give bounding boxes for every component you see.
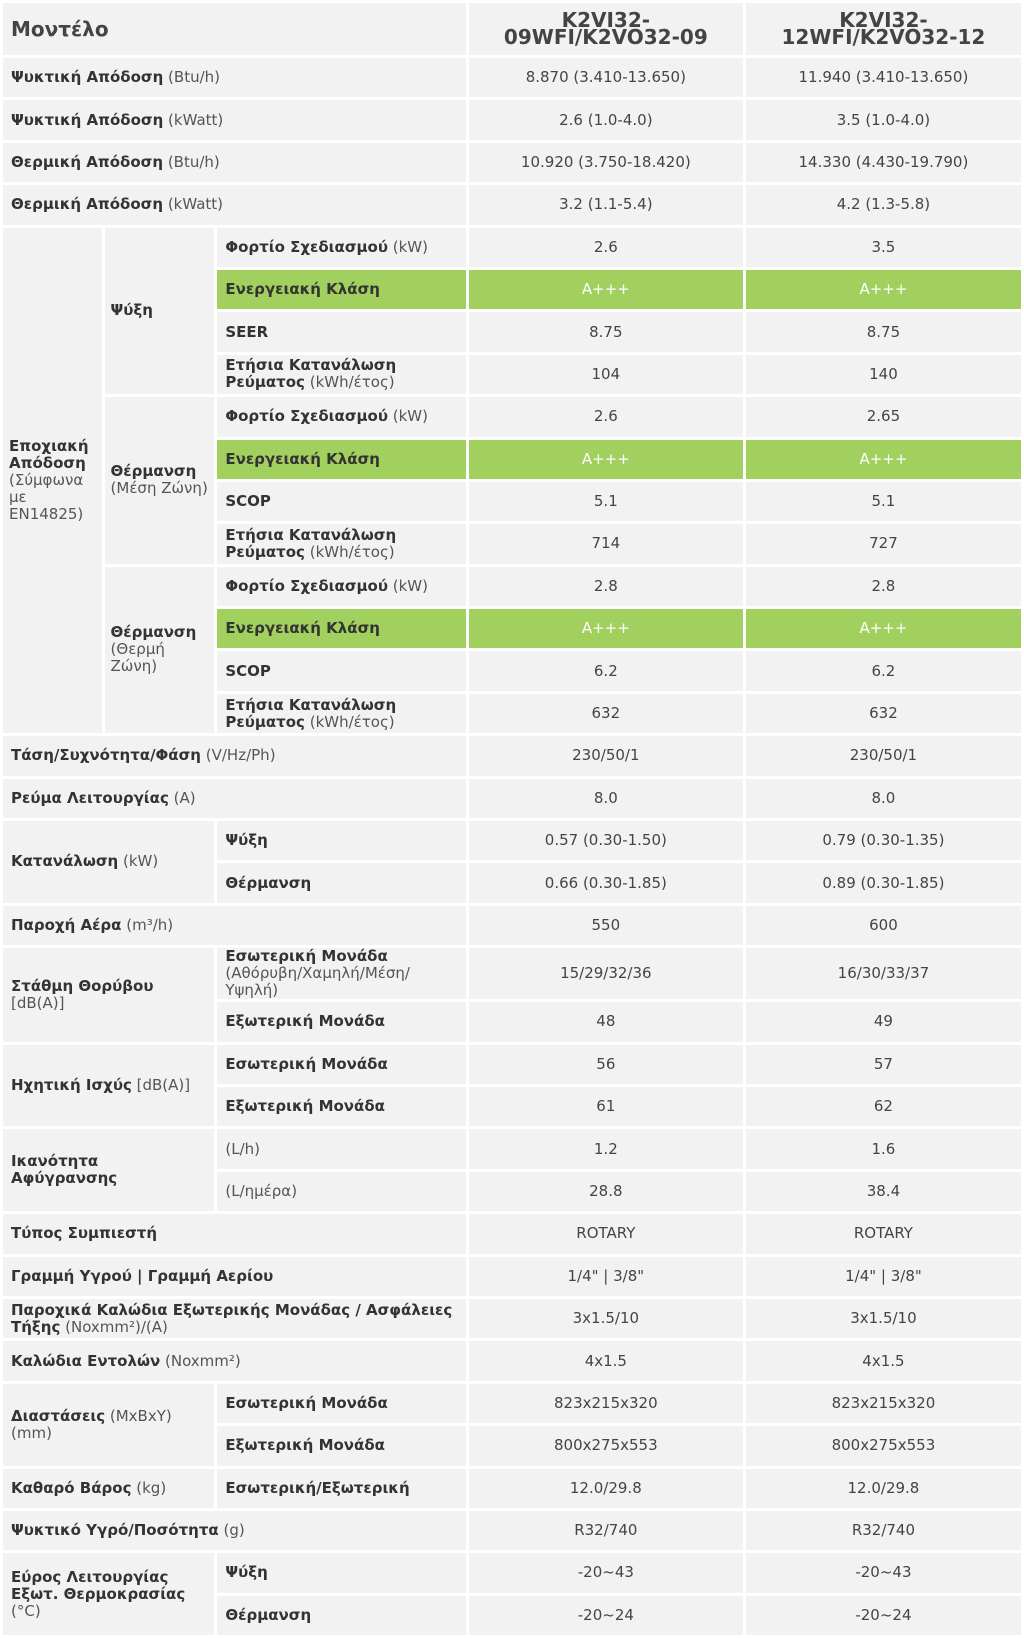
row-label [3,906,466,945]
value-model-1: 800x275x553 [469,1426,743,1465]
value-model-1: 1.2 [469,1129,743,1168]
row-label-name: Εξωτερική Μονάδα [225,1012,385,1031]
row-label-name: Ρεύμα Λειτουργίας [11,788,169,807]
seasonal-row [3,397,1021,436]
value-model-2: 57 [746,1045,1021,1084]
value-model-1: 230/50/1 [469,736,743,775]
value-model-1: 4x1.5 [469,1341,743,1380]
header-row [3,3,1021,55]
value-model-2: 4x1.5 [746,1341,1021,1380]
value-model-2: 14.330 (4.430-19.790) [746,143,1021,182]
row-label [3,779,466,818]
row-label-unit: (Θερμή Ζώνη) [110,640,165,676]
sub-label [217,1045,465,1084]
row-label-name: Θέρμανση [110,462,197,481]
current-row [3,779,1021,818]
row-label-name: Εποχιακή Απόδοση [9,436,89,472]
value-model-1: -20~43 [469,1553,743,1592]
row-label-name: Ικανότητα Αφύγρανσης [11,1152,118,1188]
value-model-1: 28.8 [469,1172,743,1211]
value-model-1: 15/29/32/36 [469,948,743,999]
noise-label [3,948,214,1041]
sub-label [217,1087,465,1126]
row-label-unit: (ΜxΒxΥ) (mm) [11,1406,172,1442]
value-model-2: 49 [746,1002,1021,1041]
operating-range-label [3,1553,214,1635]
value-model-1: 714 [469,524,743,563]
row-label-name: Ψυκτική Απόδοση [11,68,164,87]
model-header-label: Μοντέλο [3,3,466,55]
sub-label [217,821,465,860]
value-model-2: 6.2 [746,651,1021,690]
row-label-name: Εσωτερική Μονάδα [225,947,388,966]
row-label-name: SCOP [225,661,271,680]
row-label-unit: (m³/h) [126,916,174,934]
supply-cables-row [3,1299,1021,1338]
row-label-name: Ετήσια Κατανάλωση Ρεύματος [225,695,397,731]
value-model-1: 8.870 (3.410-13.650) [469,58,743,97]
weight-row [3,1469,1021,1508]
sound-power-label [3,1045,214,1127]
value-model-1: 2.6 [469,228,743,267]
value-model-2: 12.0/29.8 [746,1469,1021,1508]
consumption-label [3,821,214,903]
value-model-2: A+++ [746,440,1021,479]
row-label-unit: (Μέση Ζώνη) [110,479,208,498]
row-label-unit: (kW) [392,237,428,256]
row-label-name: Κατανάλωση [11,852,119,871]
value-model-1: 61 [469,1087,743,1126]
sub-label [217,863,465,902]
row-label-name: Θερμική Απόδοση [11,152,164,171]
spec-row [3,185,1021,224]
row-label-name: Ηχητική Ισχύς [11,1075,132,1094]
sub-label [217,524,465,563]
row-label-unit: (Αθόρυβη/Χαμηλή/Μέση/Υψηλή) [225,964,410,1000]
sub-label [217,355,465,394]
value-model-2: 2.65 [746,397,1021,436]
value-model-2: 5.1 [746,482,1021,521]
row-label-name: Ψύξη [110,301,153,320]
row-label-name: Εξωτερική Μονάδα [225,1436,385,1455]
sub-label [217,397,465,436]
sub-label [217,440,465,479]
row-label-unit: (Noxmm²)/(A) [65,1317,168,1336]
seasonal-group-label [105,397,215,564]
row-label-name: Τύπος Συμπιεστή [11,1224,158,1243]
row-label-name: Διαστάσεις [11,1406,106,1425]
row-label-name: Εύρος Λειτουργίας Εξωτ. Θερμοκρασίας [11,1567,186,1603]
value-model-2: 0.79 (0.30-1.35) [746,821,1021,860]
sub-label [217,567,465,606]
value-model-1: 8.75 [469,312,743,351]
value-model-2: ROTARY [746,1214,1021,1253]
row-label-unit: (Btu/h) [167,152,220,171]
row-label-name: Καθαρό Βάρος [11,1478,132,1497]
row-label-name: Εσωτερική Μονάδα [225,1054,388,1073]
row-label [3,1214,466,1253]
value-model-1: 0.66 (0.30-1.85) [469,863,743,902]
value-model-2: 230/50/1 [746,736,1021,775]
value-model-2: 38.4 [746,1172,1021,1211]
value-model-1: 632 [469,694,743,733]
value-model-1: 0.57 (0.30-1.50) [469,821,743,860]
spec-row [3,143,1021,182]
row-label-name: Ενεργειακή Κλάση [225,449,380,468]
row-label [3,1511,466,1550]
row-label-unit: (°C) [11,1601,41,1620]
row-label-name: Θέρμανση [225,873,312,892]
row-label-name: Θέρμανση [225,1605,312,1624]
row-label-name: Ψύξη [225,1563,268,1582]
sub-label [217,651,465,690]
value-model-2: 632 [746,694,1021,733]
sub-label [217,1172,465,1211]
value-model-1: 550 [469,906,743,945]
value-model-1: 2.6 [469,397,743,436]
sub-label [217,694,465,733]
value-model-1: 3x1.5/10 [469,1299,743,1338]
spec-row [3,100,1021,139]
value-model-2: -20~24 [746,1596,1021,1635]
sub-label [217,609,465,648]
row-label [3,143,466,182]
spec-body [3,58,1021,1635]
row-label-name: SEER [225,322,269,341]
seasonal-row [3,228,1021,267]
sub-label [217,1002,465,1041]
sub-label [217,482,465,521]
value-model-1: 48 [469,1002,743,1041]
seasonal-group-label [105,228,215,395]
row-label-name: Ετήσια Κατανάλωση Ρεύματος [225,525,397,561]
row-label-name: Ψύξη [225,831,268,850]
weight-sub-label [217,1469,465,1508]
value-model-2: 4.2 (1.3-5.8) [746,185,1021,224]
sub-label [217,228,465,267]
airflow-row [3,906,1021,945]
weight-label [3,1469,214,1508]
value-model-2: R32/740 [746,1511,1021,1550]
row-label-unit: (Noxmm²) [165,1351,241,1370]
value-model-2: 3x1.5/10 [746,1299,1021,1338]
value-model-2: 8.0 [746,779,1021,818]
sub-label [217,1596,465,1635]
sub-label [217,1384,465,1423]
spec-row [3,58,1021,97]
row-label-unit: (Btu/h) [168,68,220,87]
value-model-1: 10.920 (3.750-18.420) [469,143,743,182]
value-model-2: 16/30/33/37 [746,948,1021,999]
row-label-unit: (kWh/έτος) [309,712,395,731]
value-model-1: A+++ [469,609,743,648]
value-model-1: -20~24 [469,1596,743,1635]
row-label-unit: (kW) [392,576,428,595]
value-model-1: 56 [469,1045,743,1084]
row-label [3,1299,466,1338]
dehumidification-row [3,1129,1021,1168]
value-model-1: A+++ [469,440,743,479]
dehumidification-label [3,1129,214,1211]
row-label-unit: (kWh/έτος) [309,542,395,561]
row-label-unit: (kW) [123,852,159,871]
value-model-1: 8.0 [469,779,743,818]
value-model-1: 104 [469,355,743,394]
value-model-2: 1.6 [746,1129,1021,1168]
value-model-1: A+++ [469,270,743,309]
row-label-name: Φορτίο Σχεδιασμού [225,576,388,595]
row-label-unit: (g) [223,1521,245,1540]
row-label-unit: (Σύμφωνα με EN14825) [9,470,84,523]
value-model-1: 1/4" | 3/8" [469,1257,743,1296]
seasonal-row [3,567,1021,606]
dimensions-label [3,1384,214,1466]
value-model-1: 3.2 (1.1-5.4) [469,185,743,224]
row-label [3,58,466,97]
value-model-2: 1/4" | 3/8" [746,1257,1021,1296]
row-label-name: SCOP [225,492,271,511]
row-label-unit: (kWh/έτος) [309,373,395,392]
row-label-name: Ενεργειακή Κλάση [225,619,380,638]
dimensions-row [3,1384,1021,1423]
row-label [3,1257,466,1296]
row-label-unit: [dB(A)] [136,1075,191,1094]
consumption-row [3,821,1021,860]
value-model-1: R32/740 [469,1511,743,1550]
value-model-1: 2.6 (1.0-4.0) [469,100,743,139]
value-model-2: 800x275x553 [746,1426,1021,1465]
value-model-2: 8.75 [746,312,1021,351]
row-label-unit: (L/ημέρα) [225,1181,298,1200]
row-label-name: Ετήσια Κατανάλωση Ρεύματος [225,356,397,392]
value-model-2: 62 [746,1087,1021,1126]
row-label-name: Γραμμή Υγρού | Γραμμή Αερίου [11,1266,274,1285]
row-label-name: Καλώδια Εντολών [11,1351,161,1370]
sub-label [217,312,465,351]
value-model-2: 2.8 [746,567,1021,606]
compressor-row [3,1214,1021,1253]
value-model-2: 600 [746,906,1021,945]
row-label-name: Θέρμανση [110,623,197,642]
value-model-2: A+++ [746,609,1021,648]
row-label-name: Φορτίο Σχεδιασμού [225,237,388,256]
value-model-1: 6.2 [469,651,743,690]
value-model-1: 12.0/29.8 [469,1469,743,1508]
row-label-name: Ψυκτικό Υγρό/Ποσότητα [11,1521,219,1540]
row-label-name: Ενεργειακή Κλάση [225,280,380,299]
control-cables-row [3,1341,1021,1380]
row-label-name: Παροχικά Καλώδια Εξωτερικής Μονάδας / Ασφάλειες Τήξης [11,1300,453,1336]
value-model-2: A+++ [746,270,1021,309]
row-label-name: Εσωτερική/Εξωτερική [225,1478,410,1497]
value-model-2: 823x215x320 [746,1384,1021,1423]
row-label-name: Εξωτερική Μονάδα [225,1097,385,1116]
row-label-unit: (kW) [392,407,428,426]
model-header-2: K2VI32-12WFI/K2VO32-12 [746,3,1021,55]
pipe-lines-row [3,1257,1021,1296]
value-model-2: 3.5 [746,228,1021,267]
sub-label [217,1129,465,1168]
row-label [3,736,466,775]
value-model-1: ROTARY [469,1214,743,1253]
row-label-name: Στάθμη Θορύβου [11,976,154,995]
row-label [3,100,466,139]
value-model-2: 727 [746,524,1021,563]
value-model-2: 140 [746,355,1021,394]
row-label-name: Εσωτερική Μονάδα [225,1393,388,1412]
sub-label [217,1426,465,1465]
row-label-unit: (kWatt) [168,110,224,129]
row-label [3,185,466,224]
value-model-2: -20~43 [746,1553,1021,1592]
value-model-1: 5.1 [469,482,743,521]
value-model-2: 11.940 (3.410-13.650) [746,58,1021,97]
seasonal-label [3,228,102,734]
row-label-name: Φορτίο Σχεδιασμού [225,407,388,426]
row-label-unit: (kWatt) [167,195,224,214]
row-label-unit: (A) [173,788,196,807]
seasonal-group-label [105,567,215,734]
model-header-1: K2VI32-09WFI/K2VO32-09 [469,3,743,55]
row-label-unit: (V/Hz/Ph) [205,746,276,765]
row-label-name: Ψυκτική Απόδοση [11,110,164,129]
noise-row [3,948,1021,999]
value-model-2: 3.5 (1.0-4.0) [746,100,1021,139]
row-label-unit: [dB(A)] [11,993,65,1012]
value-model-1: 823x215x320 [469,1384,743,1423]
refrigerant-row [3,1511,1021,1550]
voltage-row [3,736,1021,775]
value-model-1: 2.8 [469,567,743,606]
operating-range-row [3,1553,1021,1592]
sub-label [217,948,465,999]
row-label [3,1341,466,1380]
row-label-name: Παροχή Αέρα [11,916,122,934]
sub-label [217,270,465,309]
sub-label [217,1553,465,1592]
value-model-2: 0.89 (0.30-1.85) [746,863,1021,902]
row-label-name: Θερμική Απόδοση [11,195,164,214]
row-label-unit: (kg) [136,1478,167,1497]
sound-power-row [3,1045,1021,1084]
row-label-unit: (L/h) [225,1139,260,1158]
row-label-name: Τάση/Συχνότητα/Φάση [11,746,201,765]
